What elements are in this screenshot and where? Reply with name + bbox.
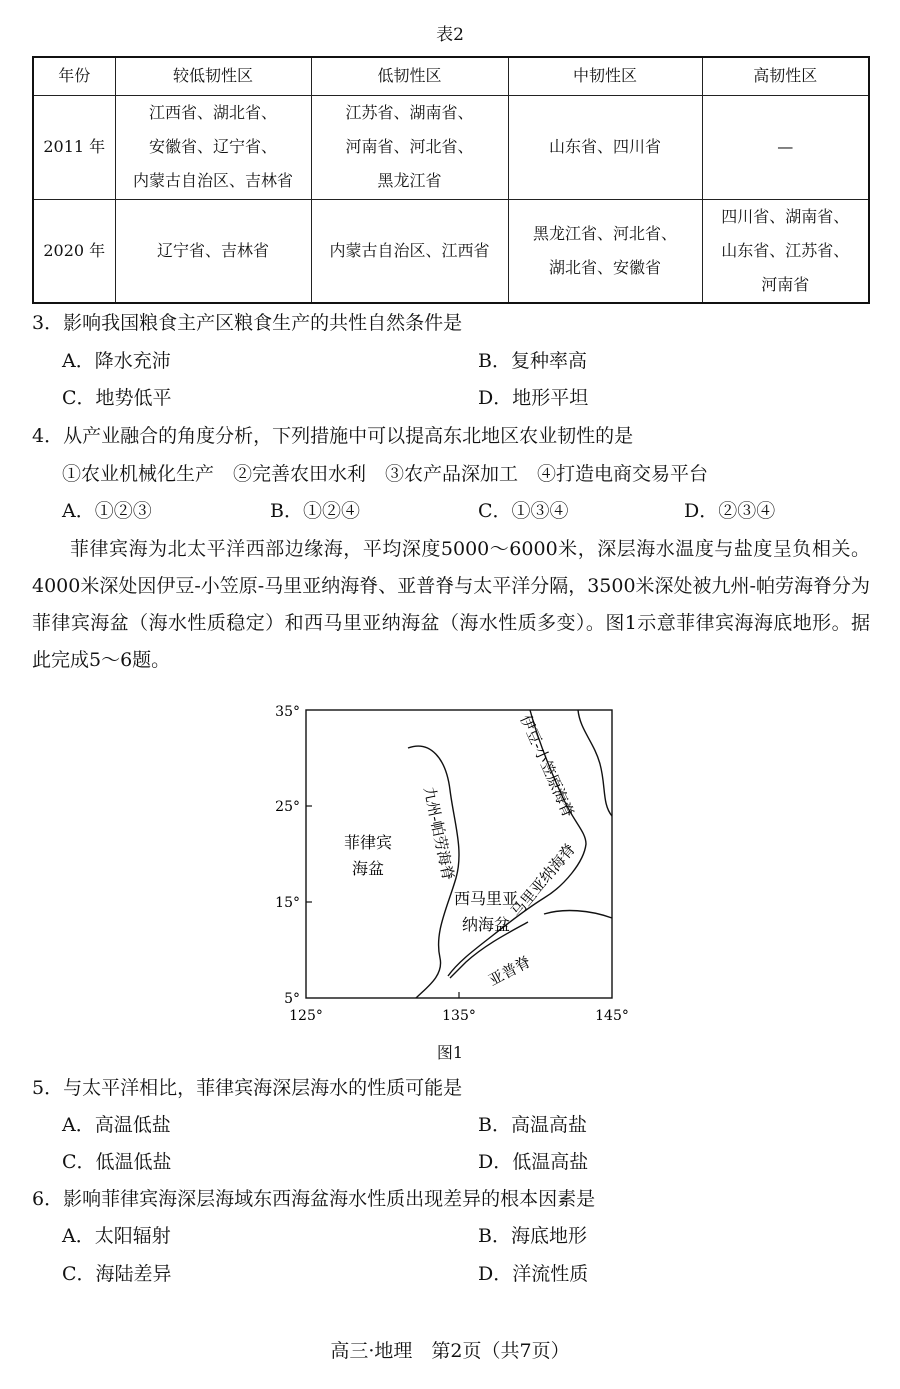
q5-stem: 5．与太平洋相比，菲律宾海深层海水的性质可能是 bbox=[32, 1077, 463, 1099]
label-west-mariana-1: 西马里亚 bbox=[453, 889, 519, 908]
header-low: 低韧性区 bbox=[311, 57, 508, 95]
resilience-table bbox=[32, 56, 870, 304]
table-cell bbox=[702, 199, 869, 303]
table-row bbox=[33, 95, 869, 199]
label-west-mariana-2: 纳海盆 bbox=[461, 915, 511, 934]
cell-line: 安徽省、辽宁省、 bbox=[148, 137, 277, 156]
table-header-row bbox=[33, 57, 869, 95]
cell-line: 河南省 bbox=[761, 274, 810, 294]
cell-year: 2011 年 bbox=[33, 95, 115, 199]
q3-option-c: C．地势低平 bbox=[62, 387, 172, 409]
cell-line: 山东省、江苏省、 bbox=[721, 240, 850, 260]
cell-line: 山东省、四川省 bbox=[548, 137, 661, 156]
table-cell bbox=[508, 199, 702, 303]
q4-items: ①农业机械化生产 ②完善农田水利 ③农产品深加工 ④打造电商交易平台 bbox=[62, 463, 709, 485]
cell-line: 内蒙古自治区、江西省 bbox=[329, 240, 490, 260]
q6-option-a: A．太阳辐射 bbox=[62, 1225, 171, 1247]
lat-label-15: 15° bbox=[275, 895, 300, 911]
table-cell bbox=[311, 199, 508, 303]
table-row bbox=[33, 199, 869, 303]
label-yap: 亚普脊 bbox=[485, 952, 534, 990]
page-footer: 高三·地理 第2页（共7页） bbox=[330, 1340, 570, 1362]
q5-option-d: D．低温高盐 bbox=[478, 1151, 589, 1173]
q4-option-b: B．①②④ bbox=[270, 500, 360, 522]
lat-label-25: 25° bbox=[275, 799, 300, 815]
cell-line: 四川省、湖南省、 bbox=[721, 206, 850, 226]
cell-line: — bbox=[777, 137, 794, 156]
q4-option-c: C．①③④ bbox=[478, 500, 569, 522]
q3-stem: 3．影响我国粮食主产区粮食生产的共性自然条件是 bbox=[32, 312, 463, 334]
figure-caption: 图1 bbox=[436, 1043, 464, 1062]
q5-option-c: C．低温低盐 bbox=[62, 1151, 172, 1173]
lon-label-145: 145° bbox=[595, 1008, 629, 1024]
q6-option-c: C．海陆差异 bbox=[62, 1263, 172, 1285]
header-mid: 中韧性区 bbox=[508, 57, 702, 95]
q4-option-a: A．①②③ bbox=[62, 500, 152, 522]
lon-label-125: 125° bbox=[289, 1008, 323, 1024]
cell-year: 2020 年 bbox=[33, 199, 115, 303]
cell-line: 黑龙江省 bbox=[377, 171, 442, 190]
cell-line: 江西省、湖北省、 bbox=[148, 103, 277, 122]
q3-option-d: D．地形平坦 bbox=[478, 387, 589, 409]
q5-option-b: B．高温高盐 bbox=[478, 1114, 587, 1136]
table-cell bbox=[115, 95, 311, 199]
q6-option-b: B．海底地形 bbox=[478, 1225, 587, 1247]
table-cell bbox=[311, 95, 508, 199]
table-cell bbox=[115, 199, 311, 303]
label-kyushu-palau: 九州-帕劳海脊 bbox=[420, 785, 458, 882]
cell-line: 黑龙江省、河北省、 bbox=[532, 223, 677, 243]
label-izu-ogasawara: 伊豆-小笠原海脊 bbox=[516, 712, 578, 821]
cell-line: 辽宁省、吉林省 bbox=[156, 240, 269, 260]
lat-label-5: 5° bbox=[284, 991, 300, 1007]
q6-option-d: D．洋流性质 bbox=[478, 1263, 589, 1285]
q4-stem: 4．从产业融合的角度分析，下列措施中可以提高东北地区农业韧性的是 bbox=[32, 425, 634, 447]
cell-line: 湖北省、安徽省 bbox=[548, 257, 661, 277]
cell-line: 江苏省、湖南省、 bbox=[345, 103, 474, 122]
trench-line-south bbox=[544, 911, 612, 918]
lon-label-135: 135° bbox=[442, 1008, 476, 1024]
q6-stem: 6．影响菲律宾海深层海域东西海盆海水性质出现差异的根本因素是 bbox=[32, 1188, 596, 1210]
table-cell bbox=[702, 95, 869, 199]
table-caption: 表2 bbox=[436, 25, 464, 45]
q3-option-a: A．降水充沛 bbox=[62, 350, 171, 372]
lat-label-35: 35° bbox=[275, 704, 300, 720]
cell-line: 内蒙古自治区、吉林省 bbox=[132, 171, 293, 190]
header-high: 高韧性区 bbox=[702, 57, 869, 95]
passage: 菲律宾海为北太平洋西部边缘海，平均深度5000～6000米，深层海水温度与盐度呈负相关。4000米深处因伊豆-小笠原-马里亚纳海脊、亚普脊与太平洋分隔，3500米深处被九州-帕劳海脊分为菲律宾海盆（海水性质稳定）和西马里亚纳海盆（海水性质多变）。图1示意菲律宾海海底地形。据此完成5～6题。 bbox=[32, 538, 870, 671]
trench-line-north bbox=[578, 710, 612, 816]
q3-option-b: B．复种率高 bbox=[478, 350, 587, 372]
header-year: 年份 bbox=[33, 57, 115, 95]
header-lower: 较低韧性区 bbox=[115, 57, 311, 95]
label-philippine-basin-2: 海盆 bbox=[351, 859, 385, 878]
label-mariana: 马里亚纳海脊 bbox=[507, 840, 579, 921]
cell-line: 河南省、河北省、 bbox=[345, 137, 474, 156]
table-cell bbox=[508, 95, 702, 199]
q4-option-d: D．②③④ bbox=[684, 500, 776, 522]
label-philippine-basin-1: 菲律宾 bbox=[343, 833, 393, 852]
q5-option-a: A．高温低盐 bbox=[62, 1114, 171, 1136]
seafloor-map bbox=[260, 700, 640, 1030]
